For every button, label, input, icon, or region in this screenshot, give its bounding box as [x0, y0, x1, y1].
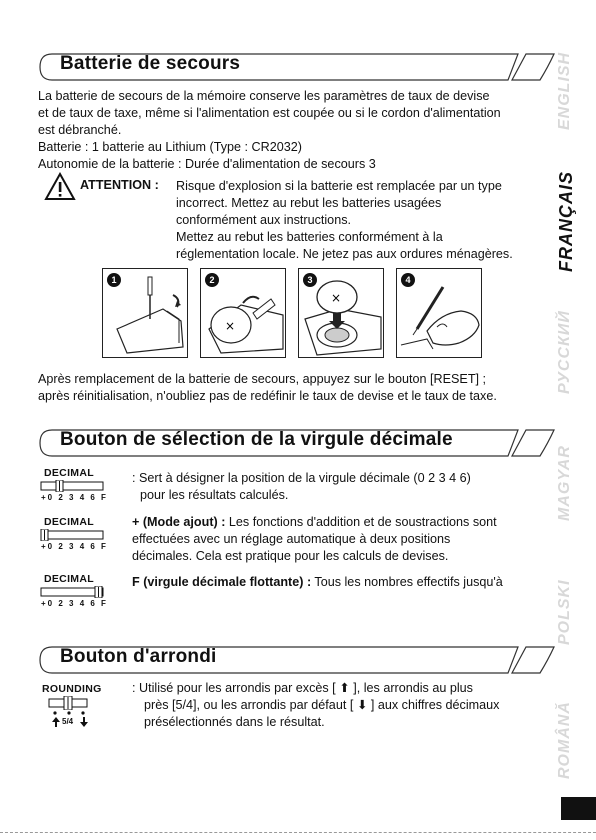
section-header-decimal: [38, 428, 556, 458]
warning-icon: [44, 172, 76, 202]
text-line: est débranché.: [38, 123, 122, 137]
language-tab-romana[interactable]: ROMÂNĂ: [556, 701, 573, 779]
decimal-desc-1: [132, 470, 552, 504]
step-panel-1: [102, 268, 188, 358]
language-tab-english[interactable]: ENGLISH: [556, 51, 573, 131]
bottom-divider: [0, 832, 596, 833]
mode-label: + (Mode ajout) :: [132, 515, 226, 529]
text-line: Les fonctions d'addition et de soustractions sont: [225, 515, 497, 529]
attention-label: ATTENTION :: [80, 178, 159, 192]
text-line: et de taux de taxe, même si l'alimentation est coupée ou si le cordon d'alimentation: [38, 106, 501, 120]
decimal-slider-label: DECIMAL: [44, 516, 94, 528]
text-line: près [5/4], ou les arrondis par défaut [ ⬇ ] aux chiffres décimaux: [144, 698, 500, 712]
language-tab-russian[interactable]: РУССКИЙ: [556, 310, 573, 394]
svg-text:×: ×: [331, 291, 342, 305]
language-sidebar: [556, 35, 586, 795]
step-panel-3: [298, 268, 384, 358]
language-tab-magyar[interactable]: MAGYAR: [556, 445, 573, 521]
decimal-slider-icon: [40, 586, 104, 598]
step-number: 4: [401, 273, 415, 287]
text-line: Après remplacement de la batterie de secours, appuyez sur le bouton [RESET] ;: [38, 372, 487, 386]
language-tab-francais[interactable]: FRANÇAIS: [556, 171, 576, 273]
text-line: pour les résultats calculés.: [140, 488, 289, 502]
page-tab-marker: [561, 797, 596, 820]
text-line: Tous les nombres effectifs jusqu'à: [311, 575, 503, 589]
svg-text:×: ×: [225, 319, 236, 333]
rounding-dots: [52, 711, 86, 715]
text-line: incorrect. Mettez au rebut les batteries usagées: [176, 196, 442, 210]
step-number: 1: [107, 273, 121, 287]
rounding-slider-icon: [48, 696, 88, 710]
decimal-tick-marks: +0 2 3 4 6 F: [41, 599, 108, 608]
decimal-slider-icon: [40, 529, 104, 541]
text-line: La batterie de secours de la mémoire conserve les paramètres de taux de devise: [38, 89, 490, 103]
section-header-rounding: [38, 645, 556, 675]
decimal-slider-label: DECIMAL: [44, 573, 94, 585]
language-tab-polski[interactable]: POLSKI: [556, 579, 573, 645]
text-line: décimales. Cela est pratique pour les calculs de devises.: [132, 549, 449, 563]
battery-after: [38, 371, 558, 405]
step-panel-4: [396, 268, 482, 358]
text-line: Risque d'explosion si la batterie est remplacée par un type: [176, 179, 502, 193]
section-header-battery: [38, 52, 556, 82]
step-number: 3: [303, 273, 317, 287]
text-line: après réinitialisation, n'oubliez pas de redéfinir le taux de devise et le taux de taxe.: [38, 389, 497, 403]
section-title: Batterie de secours: [60, 53, 241, 74]
text-line: effectuées avec un réglage automatique à deux positions: [132, 532, 451, 546]
section-title: Bouton de sélection de la virgule décimale: [60, 429, 453, 450]
step-panel-2: [200, 268, 286, 358]
decimal-tick-marks: +0 2 3 4 6 F: [41, 542, 108, 551]
round-half-label: 5/4: [62, 717, 74, 726]
decimal-slider-label: DECIMAL: [44, 467, 94, 479]
decimal-desc-2: [132, 514, 556, 565]
round-down-icon: [80, 717, 88, 727]
battery-intro: [38, 88, 558, 173]
rounding-desc: [132, 680, 556, 731]
decimal-desc-3: [132, 574, 556, 591]
step-number: 2: [205, 273, 219, 287]
section-title: Bouton d'arrondi: [60, 646, 217, 667]
text-line: Batterie : 1 batterie au Lithium (Type : CR2032): [38, 140, 302, 154]
rounding-slider-label: ROUNDING: [42, 683, 102, 695]
attention-text: [176, 178, 556, 263]
text-line: présélectionnés dans le résultat.: [144, 715, 325, 729]
text-line: réglementation locale. Ne jetez pas aux ordures ménagères.: [176, 247, 513, 261]
text-line: : Utilisé pour les arrondis par excès [ ⬆ ], les arrondis au plus: [132, 681, 473, 695]
decimal-slider-icon: [40, 480, 104, 492]
text-line: conformément aux instructions.: [176, 213, 351, 227]
text-line: Autonomie de la batterie : Durée d'alimentation de secours 3: [38, 157, 376, 171]
round-up-icon: [52, 717, 60, 727]
decimal-tick-marks: +0 2 3 4 6 F: [41, 493, 108, 502]
text-line: Mettez au rebut les batteries conformément à la: [176, 230, 443, 244]
mode-label: F (virgule décimale flottante) :: [132, 575, 312, 589]
text-line: : Sert à désigner la position de la virgule décimale (0 2 3 4 6): [132, 471, 471, 485]
